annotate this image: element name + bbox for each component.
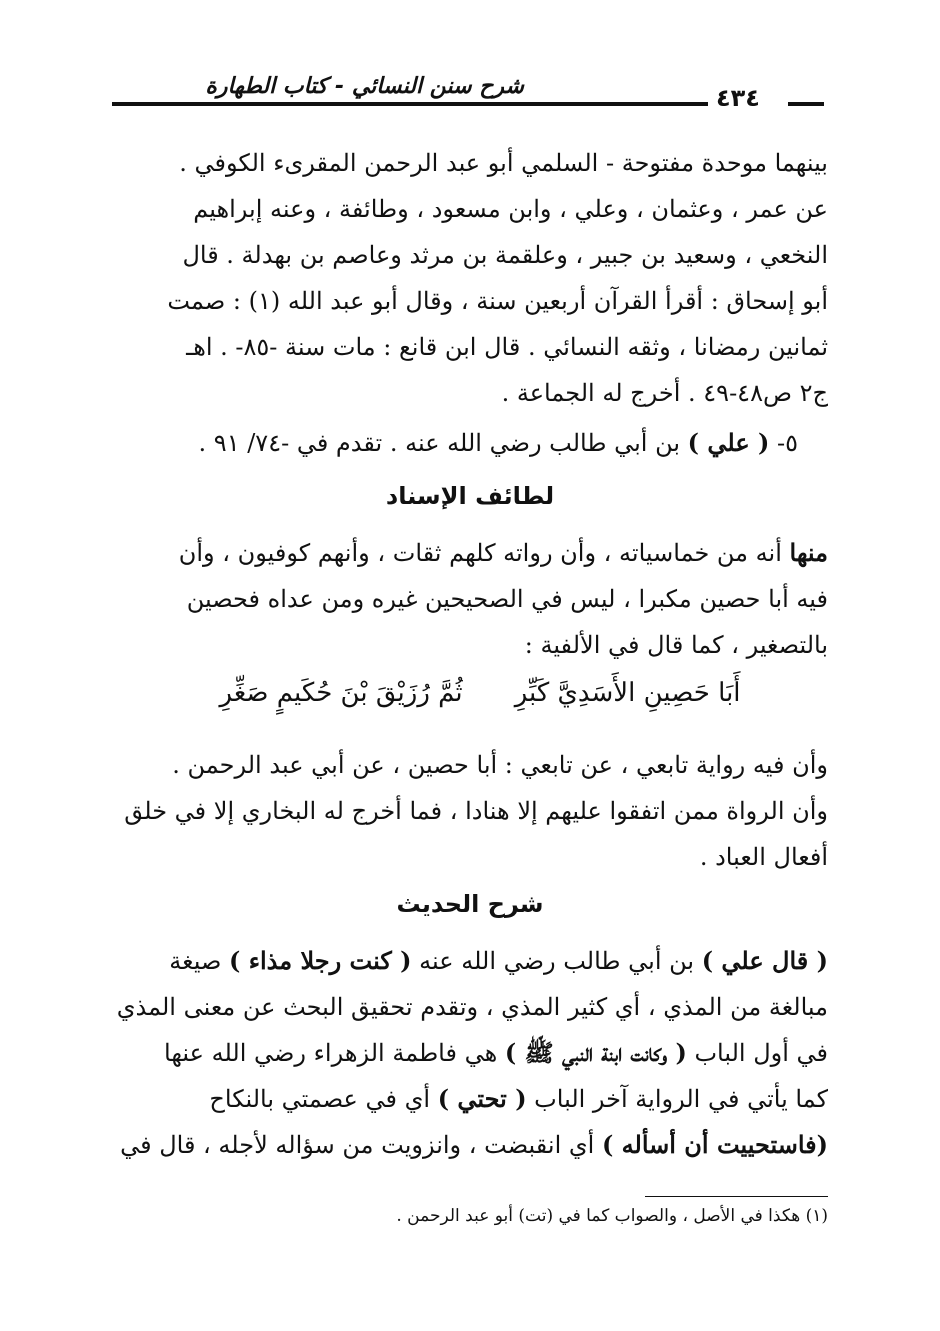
page-number: ٤٣٤ bbox=[716, 84, 760, 112]
isnad-notes bbox=[108, 530, 828, 668]
verse-second-hemistich: ثُمَّ رُزَيْقَ بْنَ حُكَيمٍ صَغِّرِ bbox=[219, 678, 463, 708]
text-line bbox=[108, 1030, 828, 1076]
line-text: أي في عصمتي بالنكاح bbox=[209, 1085, 438, 1113]
text-line bbox=[108, 1076, 828, 1122]
text-line: ج٢ ص٤٨-٤٩ . أخرج له الجماعة . bbox=[501, 379, 828, 407]
footnote-rule bbox=[645, 1196, 828, 1197]
text-line bbox=[108, 1122, 828, 1168]
text-line: مبالغة من المذي ، أي كثير المذي ، وتقدم تحقيق البحث عن معنى المذي bbox=[116, 993, 828, 1021]
quoted-phrase: ( تحتي ) bbox=[437, 1084, 527, 1113]
text-line bbox=[108, 530, 828, 576]
text-line: بينهما موحدة مفتوحة - السلمي أبو عبد الرحمن المقرىء الكوفي . bbox=[179, 149, 828, 177]
entry-text: بن أبي طالب رضي الله عنه . تقدم في -٧٤/ ٩١ . bbox=[198, 429, 688, 457]
quoted-phrase: ( قال علي ) bbox=[701, 946, 828, 975]
line-text: صيغة bbox=[169, 947, 229, 975]
footnote: (١) هكذا في الأصل ، والصواب كما في (تت) أبو عبد الرحمن . bbox=[396, 1206, 828, 1226]
text-line: بالتصغير ، كما قال في الألفية : bbox=[524, 631, 828, 659]
section-heading-sharh: شرح الحديث bbox=[396, 890, 544, 918]
narrator-name: ( علي ) bbox=[687, 428, 770, 457]
running-title: شرح سنن النسائي - كتاب الطهارة bbox=[205, 74, 524, 99]
isnad-notes-continued bbox=[108, 742, 828, 880]
page-header bbox=[112, 72, 824, 112]
narrator-biography bbox=[108, 140, 828, 416]
text-line: أبو إسحاق : أقرأ القرآن أربعين سنة ، وقال أبو عبد الله (١) : صمت bbox=[167, 287, 828, 315]
text-line: وأن الرواة ممن اتفقوا عليهم إلا هنادا ، فما أخرج له البخاري إلا في خلق bbox=[124, 797, 828, 825]
line-text: في أول الباب bbox=[686, 1039, 828, 1067]
narrator-entry-5 bbox=[108, 428, 798, 457]
quoted-phrase: ( وكانت ابنة النبي ﷺ ) bbox=[504, 1038, 687, 1067]
verse-first-hemistich: أَبَا حَصِينِ الأَسَدِيَّ كَبِّرِ bbox=[514, 678, 741, 708]
line-text: هي فاطمة الزهراء رضي الله عنها bbox=[164, 1039, 505, 1067]
entry-number: ٥- bbox=[769, 429, 798, 457]
text-line: ثمانين رمضانا ، وثقه النسائي . قال ابن قانع : مات سنة -٨٥- . اهـ bbox=[186, 333, 828, 361]
quoted-phrase: (فاستحييت أن أسأله ) bbox=[601, 1130, 828, 1159]
lead-word: منها bbox=[789, 538, 828, 567]
header-rule bbox=[112, 102, 708, 106]
section-heading-isnad: لطائف الإسناد bbox=[385, 482, 555, 510]
hadith-commentary bbox=[108, 938, 828, 1168]
line-text: كما يأتي في الرواية آخر الباب bbox=[526, 1085, 828, 1113]
line-text: أنه من خماسياته ، وأن رواته كلهم ثقات ، وأنهم كوفيون ، وأن bbox=[178, 539, 790, 567]
text-line: النخعي ، وسعيد بن جبير ، وعلقمة بن مرثد وعاصم بن بهدلة . قال bbox=[182, 241, 828, 269]
line-text: بن أبي طالب رضي الله عنه bbox=[411, 947, 702, 975]
quoted-phrase: ( كنت رجلا مذاء ) bbox=[228, 946, 412, 975]
line-text: أي انقبضت ، وانزويت من سؤاله لأجله ، قال في bbox=[120, 1131, 602, 1159]
text-line: أفعال العباد . bbox=[699, 843, 828, 871]
text-line: عن عمر ، وعثمان ، وعلي ، وابن مسعود ، وطائفة ، وعنه إبراهيم bbox=[193, 195, 828, 223]
poetry-verse bbox=[180, 678, 780, 708]
header-rule-short bbox=[788, 102, 824, 106]
text-line: فيه أبا حصين مكبرا ، ليس في الصحيحين غيره ومن عداه فحصين bbox=[186, 585, 828, 613]
text-line bbox=[108, 938, 828, 984]
text-line: وأن فيه رواية تابعي ، عن تابعي : أبا حصين ، عن أبي عبد الرحمن . bbox=[172, 751, 828, 779]
